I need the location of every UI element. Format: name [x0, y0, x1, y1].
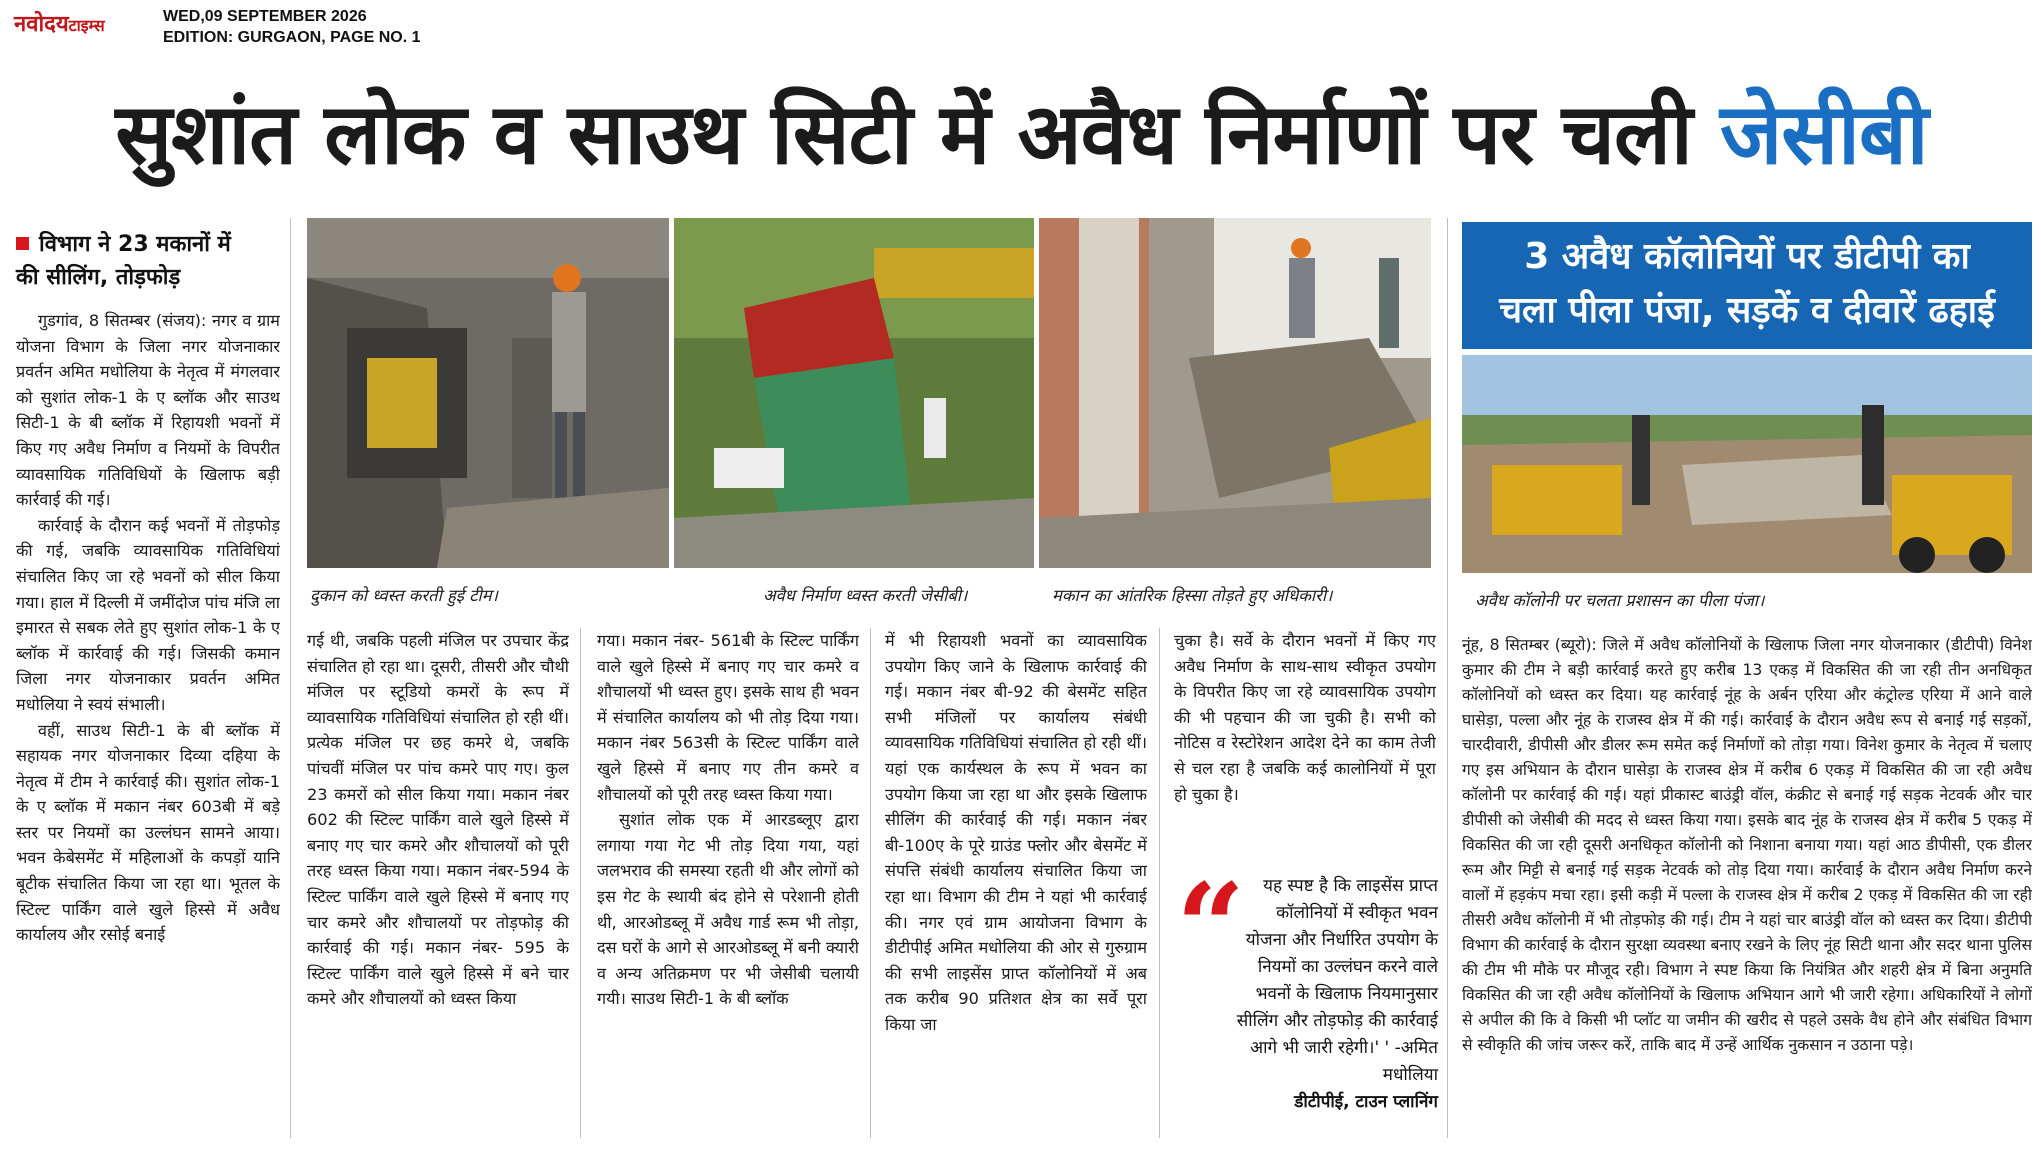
interior-demolition-photo	[1039, 218, 1431, 568]
quote-mark-icon: “	[1176, 857, 1246, 998]
photo-caption: मकान का आंतरिक हिस्सा तोड़ते हुए अधिकारी।	[1052, 586, 1333, 605]
headline-text: सुशांत लोक व साउथ सिटी में अवैध निर्माणों पर चली	[115, 85, 1692, 183]
demolition-team-photo	[307, 218, 669, 568]
photo-caption: अवैध निर्माण ध्वस्त करती जेसीबी।	[763, 586, 968, 605]
side-headline-line-1: 3 अवैध कॉलोनियों पर डीटीपी का	[1524, 236, 1970, 277]
column-divider	[290, 218, 291, 1138]
excavator-demolishing-wall-photo	[1462, 355, 2032, 573]
column-divider	[870, 628, 871, 1138]
column-divider	[1447, 218, 1448, 1138]
logo-text: नवोदय	[14, 12, 69, 37]
subhead-line-2: की सीलिंग, तोड़फोड़	[16, 265, 181, 290]
side-photo-caption: अवैध कॉलोनी पर चलता प्रशासन का पीला पंजा।	[1475, 591, 1765, 610]
headline-highlight: जेसीबी	[1719, 85, 1928, 183]
issue-date: WED,09 SEPTEMBER 2026	[163, 8, 367, 25]
side-story-body	[1462, 633, 2032, 1138]
paragraph: में भी रिहायशी भवनों का व्यावसायिक उपयोग किए जाने के खिलाफ कार्रवाई की गई। मकान नंबर बी-92 की बेसमेंट सहित सभी मंजिलों पर कार्यालय संबंधी व्यावसायिक गतिविधियां संचालित हो रही थीं। यहां एक कार्यस्थल के रूप में भवन का उपयोग किया जा रहा था और इसके खिलाफ सीलिंग की कार्रवाई की गई। मकान नंबर बी-100ए के पूरे ग्राउंड फ्लोर और बेसमेंट में संपत्ति संबंधी कार्यालय संचालित किया जा रहा था। विभाग की टीम ने यहां भी कार्रवाई की। नगर एवं ग्राम आयोजना विभाग के डीटीपीई अमित मधोलिया की ओर से गुरुग्राम की सभी लाइसेंस प्राप्त कॉलोनियों में अब तक करीब 90 प्रतिशत क्षेत्र का सर्वे पूरा किया जा	[885, 631, 1147, 1034]
article-column-2	[307, 628, 569, 1138]
edition-info: EDITION: GURGAON, PAGE NO. 1	[163, 29, 421, 46]
logo-subtext: टाइम्स	[68, 16, 105, 35]
paragraph: गया। मकान नंबर- 561बी के स्टिल्ट पार्किंग वाले खुले हिस्से में बनाए गए चार कमरे व शौचालयों भी ध्वस्त हुए। इसके साथ ही भवन में संचालित कार्यालय को भी तोड़ दिया गया। मकान नंबर 563सी के स्टिल्ट पार्किंग वाले खुले हिस्से में बनाए गए तीन कमरे व शौचालयों को पूरी तरह ध्वस्त किया गया।	[597, 631, 859, 804]
article-column-4	[885, 628, 1147, 1138]
jcb-lifting-shed-photo	[674, 218, 1034, 568]
article-column-5	[1174, 628, 1436, 860]
dateline	[163, 6, 421, 48]
paragraph: वहीं, साउथ सिटी-1 के बी ब्लॉक में सहायक नगर योजनाकार दिव्या दहिया के नेतृत्व में टीम ने कार्रवाई की। सुशांत लोक-1 के ए ब्लॉक में मकान नंबर 603बी में बड़े स्तर पर नियमों का उल्लंघन सामने आया। भवन केबेसमेंट में महिलाओं के कपड़ों यानि बूटीक संचालित किया जा रहा था। भूतल के स्टिल्ट पार्किंग वाले खुले हिस्से में अवैध कार्यालय और रसोई बनाई	[16, 720, 280, 945]
subheadline	[16, 228, 298, 294]
paragraph: नूंह, 8 सितम्बर (ब्यूरो): जिले में अवैध कॉलोनियों के खिलाफ जिला नगर योजनाकार (डीटीपी) विनेश कुमार की टीम ने बड़ी कार्रवाई करते हुए करीब 13 एकड़ में विकसित की जा रही तीन अनधिकृत कॉलोनियों को ध्वस्त कर दिया। यह कार्रवाई नूंह के अर्बन एरिया और कंट्रोल्ड एरिया में आने वाले घासेड़ा, पल्ला और नूंह के राजस्व क्षेत्र में की गई। कार्रवाई के दौरान अवैध रूप से बनाई गई सड़कों, चारदीवारी, डीपीसी और डीलर रूम समेत कई निर्माणों को तोड़ा गया। विनेश कुमार के नेतृत्व में चलाए गए इस अभियान के दौरान घासेड़ा के राजस्व क्षेत्र में करीब 6 एकड़ में विकसित की जा रही अवैध कॉलोनी पर कार्रवाई की गई। यहां प्रीकास्ट बाउंड्री वॉल, कंक्रीट से बनाई गई सड़क नेटवर्क और चार डीपीसी को जेसीबी की मदद से ध्वस्त किया गया। इसके बाद नूंह के राजस्व क्षेत्र में करीब 5 एकड़ में विकसित की जा रही दूसरी अनधिकृत कॉलोनी को निशाना बनाया गया। यहां आठ डीपीसी, एक डीलर रूम और मिट्टी से बनाई गई सड़क नेटवर्क को तोड़ दिया गया। कार्रवाई के दौरान अवैध निर्माण करने वालों में हड़कंप मचा रहा। इसी कड़ी में पल्ला के राजस्व क्षेत्र में करीब 2 एकड़ में विकसित की जा रही तीसरी अवैध कॉलोनी में भी तोड़फोड़ की गई। टीम ने यहां चार बाउंड्री वॉल को ध्वस्त कर दिया। डीटीपी विभाग की कार्रवाई के दौरान सुरक्षा व्यवस्था बनाए रखने के लिए नूंह सिटी थाना और सदर थाना पुलिस की टीम भी मौके पर मौजूद रही। विभाग ने स्पष्ट किया कि नियंत्रित और शहरी क्षेत्र में बिना अनुमति विकसित की जा रही अवैध कॉलोनियों के खिलाफ अभियान आगे भी जारी रहेगा। अधिकारियों ने लोगों से अपील की कि वे किसी भी प्लॉट या जमीन की खरीद से पहले उसके वैध होने और संबंधित विभाग से स्वीकृति की जांच जरूर करें, ताकि बाद में उन्हें आर्थिक नुकसान न उठाना पड़े।	[1462, 636, 2032, 1054]
quote-attribution: डीटीपीई, टाउन प्लानिंग	[1294, 1092, 1438, 1112]
article-column-1	[16, 308, 280, 1138]
article-column-3	[597, 628, 859, 1138]
pull-quote	[1176, 873, 1438, 1116]
photo-caption: दुकान को ध्वस्त करती हुई टीम।	[310, 586, 498, 605]
side-headline-line-2: चला पीला पंजा, सड़कें व दीवारें ढहाई	[1499, 290, 1995, 331]
main-headline	[14, 70, 2029, 198]
subhead-line-1: विभाग ने 23 मकानों में	[39, 232, 231, 257]
paragraph: गुडगांव, 8 सितम्बर (संजय): नगर व ग्राम योजना विभाग के जिला नगर योजनाकार प्रवर्तन अमित मधोलिया के नेतृत्व में मंगलवार को सुशांत लोक-1 के ए ब्लॉक और साउथ सिटी-1 के बी ब्लॉक में रिहायशी भवनों में किए गए अवैध निर्माण व नियमों के विपरीत व्यावसायिक गतिविधियों के खिलाफ बड़ी कार्रवाई की गई।	[16, 311, 280, 510]
column-divider	[580, 628, 581, 1138]
side-story-headline	[1462, 222, 2032, 349]
paragraph: चुका है। सर्वे के दौरान भवनों में किए गए अवैध निर्माण के साथ-साथ स्वीकृत उपयोग के विपरीत किए जा रहे व्यावसायिक उपयोग की भी पहचान की जा चुकी है। सभी को नोटिस व रेस्टोरेशन आदेश देने का काम तेजी से चल रहा है जबकि कई कालोनियों में पूरा हो चुका है।	[1174, 631, 1436, 804]
paragraph: गई थी, जबकि पहली मंजिल पर उपचार केंद्र संचालित हो रहा था। दूसरी, तीसरी और चौथी मंजिल पर स्टूडियो कमरों के रूप में व्यावसायिक गतिविधियां संचालित हो रही थीं। प्रत्येक मंजिल पर छह कमरे थे, जबकि पांचवीं मंजिल पर पांच कमरे पाए गए। कुल 23 कमरों को सील किया गया। मकान नंबर 602 की स्टिल्ट पार्किंग वाले खुले हिस्से में बनाए गए चार कमरे और शौचालयों को पूरी तरह ध्वस्त किया गया। मकान नंबर-594 के स्टिल्ट पार्किंग वाले खुले हिस्से में बनाए गए चार कमरे और शौचालयों पर तोड़फोड़ की कार्रवाई की गई। मकान नंबर- 595 के स्टिल्ट पार्किंग वाले खुले हिस्से में बने चार कमरे और शौचालयों को ध्वस्त किया	[307, 631, 569, 1009]
red-bullet-icon	[16, 237, 29, 250]
newspaper-logo	[14, 8, 105, 38]
paragraph: कार्रवाई के दौरान कई भवनों में तोड़फोड़ की गई, जबकि व्यावसायिक गतिविधियां संचालित किए जा रहे भवनों को सील किया गया। हाल में दिल्ली में जमींदोज पांच मंजि ला इमारत से सबक लेते हुए सुशांत लोक-1 के ए ब्लॉक में कार्रवाई की गई। जिसकी कमान जिला नगर योजनाकार प्रवर्तन अमित मधोलिया ने स्वयं संभाली।	[16, 515, 280, 714]
column-divider	[1159, 628, 1160, 1138]
quote-text: यह स्पष्ट है कि लाइसेंस प्राप्त कॉलोनियों में स्वीकृत भवन योजना और निर्धारित उपयोग के नियमों का उल्लंघन करने वाले भवनों के खिलाफ नियमानुसार सीलिंग और तोड़फोड़ की कार्रवाई आगे भी जारी रहेगी।' ' -अमित मधोलिया	[1236, 876, 1438, 1085]
paragraph: सुशांत लोक एक में आरडब्लूए द्वारा लगाया गया गेट भी तोड़ दिया गया, यहां जलभराव की समस्या रहती थी और लोगों को इस गेट के स्थायी बंद होने से परेशानी होती थी, आरओडब्लू में अवैध गार्ड रूम भी तोड़ा, दस घरों के आगे से आरओडब्लू में बनी क्यारी व अन्य अतिक्रमण पर भी जेसीबी चलायी गयी। साउथ सिटी-1 के बी ब्लॉक	[597, 810, 859, 1009]
